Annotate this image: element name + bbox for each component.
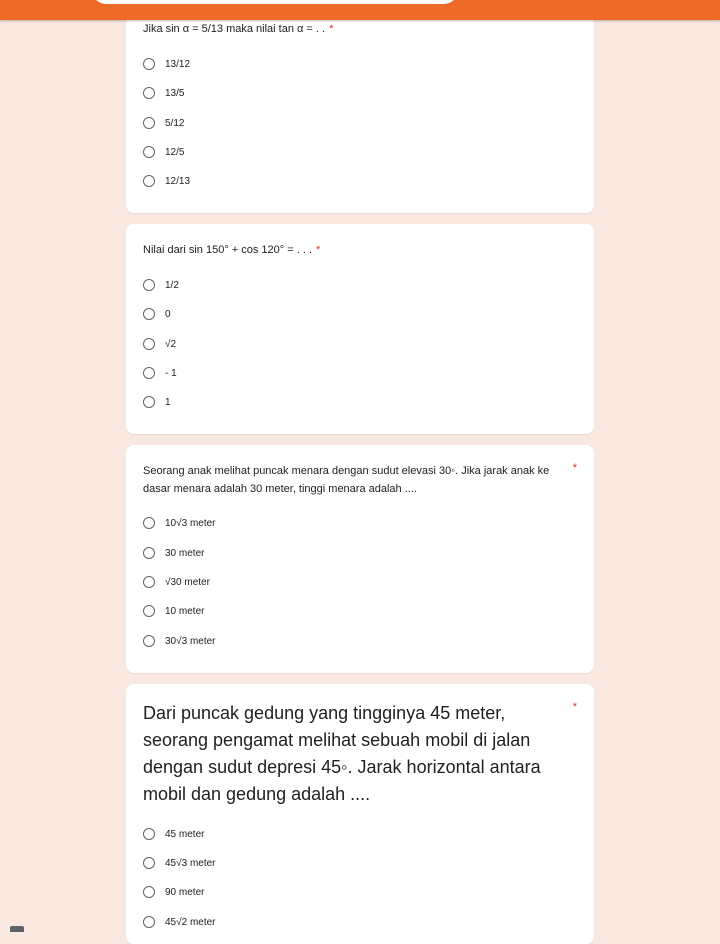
option-label: 12/5 bbox=[165, 146, 185, 158]
option-label: 10 meter bbox=[165, 605, 205, 617]
radio-button[interactable] bbox=[143, 146, 155, 158]
radio-option[interactable] bbox=[143, 393, 171, 411]
question-text: Nilai dari sin 150° + cos 120° = . . . bbox=[143, 244, 312, 256]
question-card-4 bbox=[126, 684, 594, 944]
header-tab bbox=[92, 0, 458, 4]
option-label: - 1 bbox=[165, 367, 177, 379]
radio-option[interactable] bbox=[143, 364, 177, 382]
option-label: 5/12 bbox=[165, 117, 185, 129]
radio-option[interactable] bbox=[143, 883, 204, 901]
question-title: Dari puncak gedung yang tingginya 45 meter, seorang pengamat melihat sebuah mobil di jalan dengan sudut depresi 45◦. Jarak horizontal antara mobil dan gedung adalah .... bbox=[143, 703, 541, 804]
radio-option[interactable] bbox=[143, 172, 190, 190]
question-text: Jika sin α = 5/13 maka nilai tan α = . . bbox=[143, 23, 326, 35]
radio-button[interactable] bbox=[143, 117, 155, 129]
radio-button[interactable] bbox=[143, 175, 155, 187]
radio-option[interactable] bbox=[143, 84, 184, 102]
radio-option[interactable] bbox=[143, 114, 184, 132]
radio-button[interactable] bbox=[143, 87, 155, 99]
radio-button[interactable] bbox=[143, 857, 155, 869]
radio-option[interactable] bbox=[143, 913, 216, 931]
radio-option[interactable] bbox=[143, 573, 210, 591]
option-label: 90 meter bbox=[165, 886, 205, 898]
radio-option[interactable] bbox=[143, 544, 204, 562]
radio-option[interactable] bbox=[143, 825, 204, 843]
option-label: 1 bbox=[165, 396, 171, 408]
radio-option[interactable] bbox=[143, 143, 184, 161]
required-asterisk: * bbox=[316, 244, 321, 256]
radio-button[interactable] bbox=[143, 396, 155, 408]
option-label: 45√3 meter bbox=[165, 857, 216, 869]
taskbar-icon bbox=[10, 926, 24, 932]
required-asterisk: * bbox=[329, 23, 334, 35]
radio-button[interactable] bbox=[143, 338, 155, 350]
radio-option[interactable] bbox=[143, 335, 176, 353]
option-label: 10√3 meter bbox=[165, 517, 216, 529]
option-label: 13/12 bbox=[165, 58, 191, 70]
radio-button[interactable] bbox=[143, 308, 155, 320]
radio-button[interactable] bbox=[143, 916, 155, 928]
radio-option[interactable] bbox=[143, 276, 179, 294]
radio-button[interactable] bbox=[143, 605, 155, 617]
option-label: 13/5 bbox=[165, 87, 185, 99]
radio-option[interactable] bbox=[143, 55, 190, 73]
radio-button[interactable] bbox=[143, 547, 155, 559]
question-title bbox=[143, 20, 563, 38]
question-card-3 bbox=[126, 445, 594, 673]
option-label: 30√3 meter bbox=[165, 635, 216, 647]
option-label: 1/2 bbox=[165, 279, 179, 291]
radio-button[interactable] bbox=[143, 279, 155, 291]
radio-option[interactable] bbox=[143, 854, 216, 872]
radio-option[interactable] bbox=[143, 632, 216, 650]
radio-button[interactable] bbox=[143, 886, 155, 898]
radio-button[interactable] bbox=[143, 828, 155, 840]
option-label: 30 meter bbox=[165, 547, 205, 559]
radio-button[interactable] bbox=[143, 576, 155, 588]
required-asterisk: * bbox=[572, 701, 577, 713]
option-label: 45√2 meter bbox=[165, 916, 216, 928]
option-label: √2 bbox=[165, 338, 177, 350]
option-label: 0 bbox=[165, 308, 171, 320]
question-card-1 bbox=[126, 0, 594, 213]
option-label: 45 meter bbox=[165, 828, 205, 840]
radio-button[interactable] bbox=[143, 517, 155, 529]
radio-option[interactable] bbox=[143, 305, 171, 323]
radio-option[interactable] bbox=[143, 602, 204, 620]
required-asterisk: * bbox=[572, 462, 577, 474]
radio-button[interactable] bbox=[143, 367, 155, 379]
option-label: 12/13 bbox=[165, 175, 191, 187]
radio-button[interactable] bbox=[143, 635, 155, 647]
radio-option[interactable] bbox=[143, 514, 216, 532]
radio-button[interactable] bbox=[143, 58, 155, 70]
question-card-2 bbox=[126, 224, 594, 434]
question-title: Seorang anak melihat puncak menara dengan sudut elevasi 30◦. Jika jarak anak ke dasar menara adalah 30 meter, tinggi menara adalah .... bbox=[143, 465, 550, 495]
question-title bbox=[143, 241, 563, 259]
option-label: √30 meter bbox=[165, 576, 210, 588]
form-header-bar bbox=[0, 0, 720, 20]
